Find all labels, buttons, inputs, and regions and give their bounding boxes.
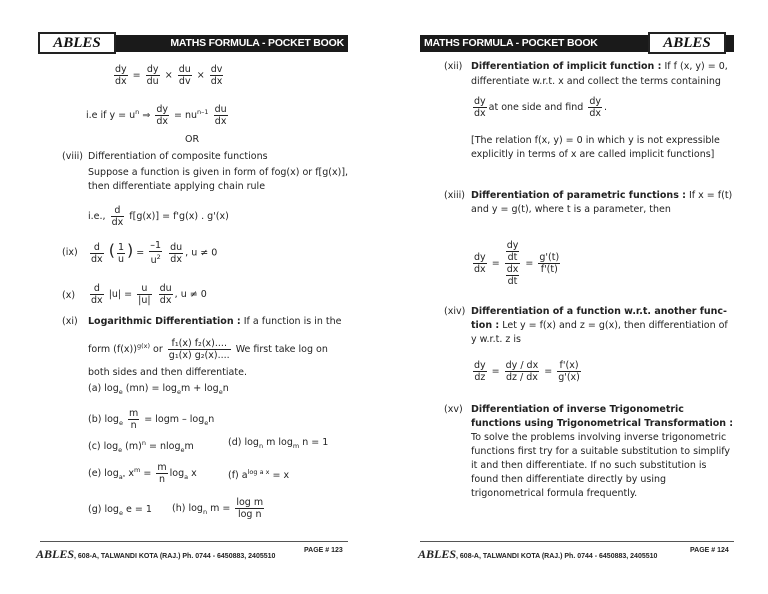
item-ix-formula: $\frac{d}{dx}$ ( $\frac{1}{u}$ ) = $\frac{-1}{u^2}$ $\frac{du}{dx}$ , u ≠ 0 bbox=[91, 240, 218, 267]
item-xi-number: (xi) bbox=[62, 316, 78, 327]
log-rule-e: (e) $\log_{a^n} x^m$ = $\frac{m}{n}$ $\log_a x$ bbox=[88, 462, 197, 485]
right-footer-address: 608-A, TALWANDI KOTA (RAJ.) Ph. 0744 - 6450883, 2405510 bbox=[459, 553, 658, 560]
item-xiii-heading: Differentiation of parametric functions : If x = f(t) bbox=[471, 190, 733, 201]
item-ix-number: (ix) bbox=[62, 247, 78, 258]
log-rule-f: (f) $a^{log a x} = x$ bbox=[228, 468, 290, 482]
log-rule-b: (b) $\log_e$ $\frac{m}{n}$ = logm – $\log_en$ bbox=[88, 408, 215, 431]
item-xiii-formula: $\frac{dy}{dx}$ = $\frac{\frac{dy}{dt}}{\frac{dx}{dt}}$ = $\frac{g'(t)}{f'(t)}$ bbox=[474, 240, 560, 287]
left-footer-rule bbox=[40, 541, 348, 542]
log-rule-d: (d) $\log_n m$ $\log_m n = 1$ bbox=[228, 437, 329, 450]
item-xii-note: [The relation f(x, y) = 0 in which y is not expressible explicitly in terms of x are called implicit functions] bbox=[471, 135, 720, 160]
left-footer-address: 608-A, TALWANDI KOTA (RAJ.) Ph. 0744 - 6450883, 2405510 bbox=[77, 553, 276, 560]
item-xii-find: $\frac{dy}{dx}$ at one side and find $\frac{dy}{dx}$ . bbox=[474, 96, 608, 119]
right-logo: ABLES bbox=[648, 32, 726, 54]
chain-rule-formula: $\frac{dy}{dx}$ = $\frac{dy}{du}$ × $\frac{du}{dv}$ × $\frac{dv}{dx}$ bbox=[115, 64, 223, 87]
log-rule-g: (g) $\log_e e = 1$ bbox=[88, 504, 152, 517]
item-viii-formula: i.e., $\frac{d}{dx}$ f[g(x)] = f'g(x) . g'(x) bbox=[88, 205, 229, 228]
item-x-formula: $\frac{d}{dx}$ |u| = $\frac{u}{|u|}$ $\frac{du}{dx}$ , u ≠ 0 bbox=[91, 283, 207, 306]
item-xii-heading: Differentiation of implicit function : If f (x, y) = 0, bbox=[471, 61, 728, 72]
item-xv-number: (xv) bbox=[444, 404, 463, 415]
right-page bbox=[384, 0, 768, 594]
item-viii-title: Differentiation of composite functions bbox=[88, 151, 268, 162]
right-footer-logo: ABLES bbox=[418, 547, 457, 561]
item-xiv-number: (xiv) bbox=[444, 306, 466, 317]
or-label: OR bbox=[185, 134, 200, 145]
left-page-number: PAGE # 123 bbox=[304, 547, 343, 554]
item-xiii-line2: and y = g(t), where t is a parameter, then bbox=[471, 204, 671, 215]
right-footer: ABLES, 608-A, TALWANDI KOTA (RAJ.) Ph. 0744 - 6450883, 2405510 bbox=[418, 547, 658, 561]
item-xiv-heading: Differentiation of a function w.r.t. another func- bbox=[471, 306, 727, 317]
log-rule-c: (c) $\log_e (m)^n = nlog_em$ bbox=[88, 439, 194, 455]
power-rule-formula: i.e if $y = u^n$ ⇒ $\frac{dy}{dx}$ = $nu^{n-1}$ $\frac{du}{dx}$ bbox=[86, 104, 227, 127]
item-xii-number: (xii) bbox=[444, 61, 463, 72]
right-header-title: MATHS FORMULA - POCKET BOOK bbox=[424, 37, 598, 49]
right-footer-rule bbox=[420, 541, 734, 542]
right-page-number: PAGE # 124 bbox=[690, 547, 729, 554]
item-xi-form: form $(f(x))^{g(x)}$ or $\frac{\text{f₁(x) f₂(x)....}}{\text{g₁(x) g₂(x)....}}$ We first take log on bbox=[88, 338, 328, 361]
left-logo: ABLES bbox=[38, 32, 116, 54]
item-xi-heading: Logarithmic Differentiation : If a function is in the bbox=[88, 316, 342, 327]
item-xii-line2: differentiate w.r.t. x and collect the terms containing bbox=[471, 76, 721, 87]
item-xi-line2: both sides and then differentiate. bbox=[88, 367, 247, 378]
left-footer: ABLES, 608-A, TALWANDI KOTA (RAJ.) Ph. 0744 - 6450883, 2405510 bbox=[36, 547, 276, 561]
item-viii-text: Suppose a function is given in form of fog(x) or f[g(x)], then differentiate applying chain rule bbox=[88, 167, 349, 192]
left-footer-logo: ABLES bbox=[36, 547, 75, 561]
log-rule-a: (a) $\log_e (mn) = \log_em + \log_en$ bbox=[88, 383, 229, 396]
item-viii-number: (viii) bbox=[62, 151, 83, 162]
left-header-title: MATHS FORMULA - POCKET BOOK bbox=[170, 37, 344, 49]
item-xiv-formula: $\frac{dy}{dz}$ = $\frac{dy / dx}{dz / dx}$ = $\frac{f'(x)}{g'(x)}$ bbox=[474, 360, 580, 383]
item-xiii-number: (xiii) bbox=[444, 190, 465, 201]
item-xiv-text: tion : Let y = f(x) and z = g(x), then differentiation of y w.r.t. z is bbox=[471, 320, 728, 345]
item-x-number: (x) bbox=[62, 290, 76, 301]
item-xv-body: Differentiation of inverse Trigonometric functions using Trigonometrical Transformation : To solve the problems involving inverse trigonometric functions first try for a suitable substitution to simplify it and then differentiate. If no such substitution is found then differentiate directly by using trigonometrical formula frequently. bbox=[471, 404, 734, 499]
log-rule-h: (h) $\log_n m$ = $\frac{\text{log m}}{\text{log n}}$ bbox=[172, 497, 264, 520]
